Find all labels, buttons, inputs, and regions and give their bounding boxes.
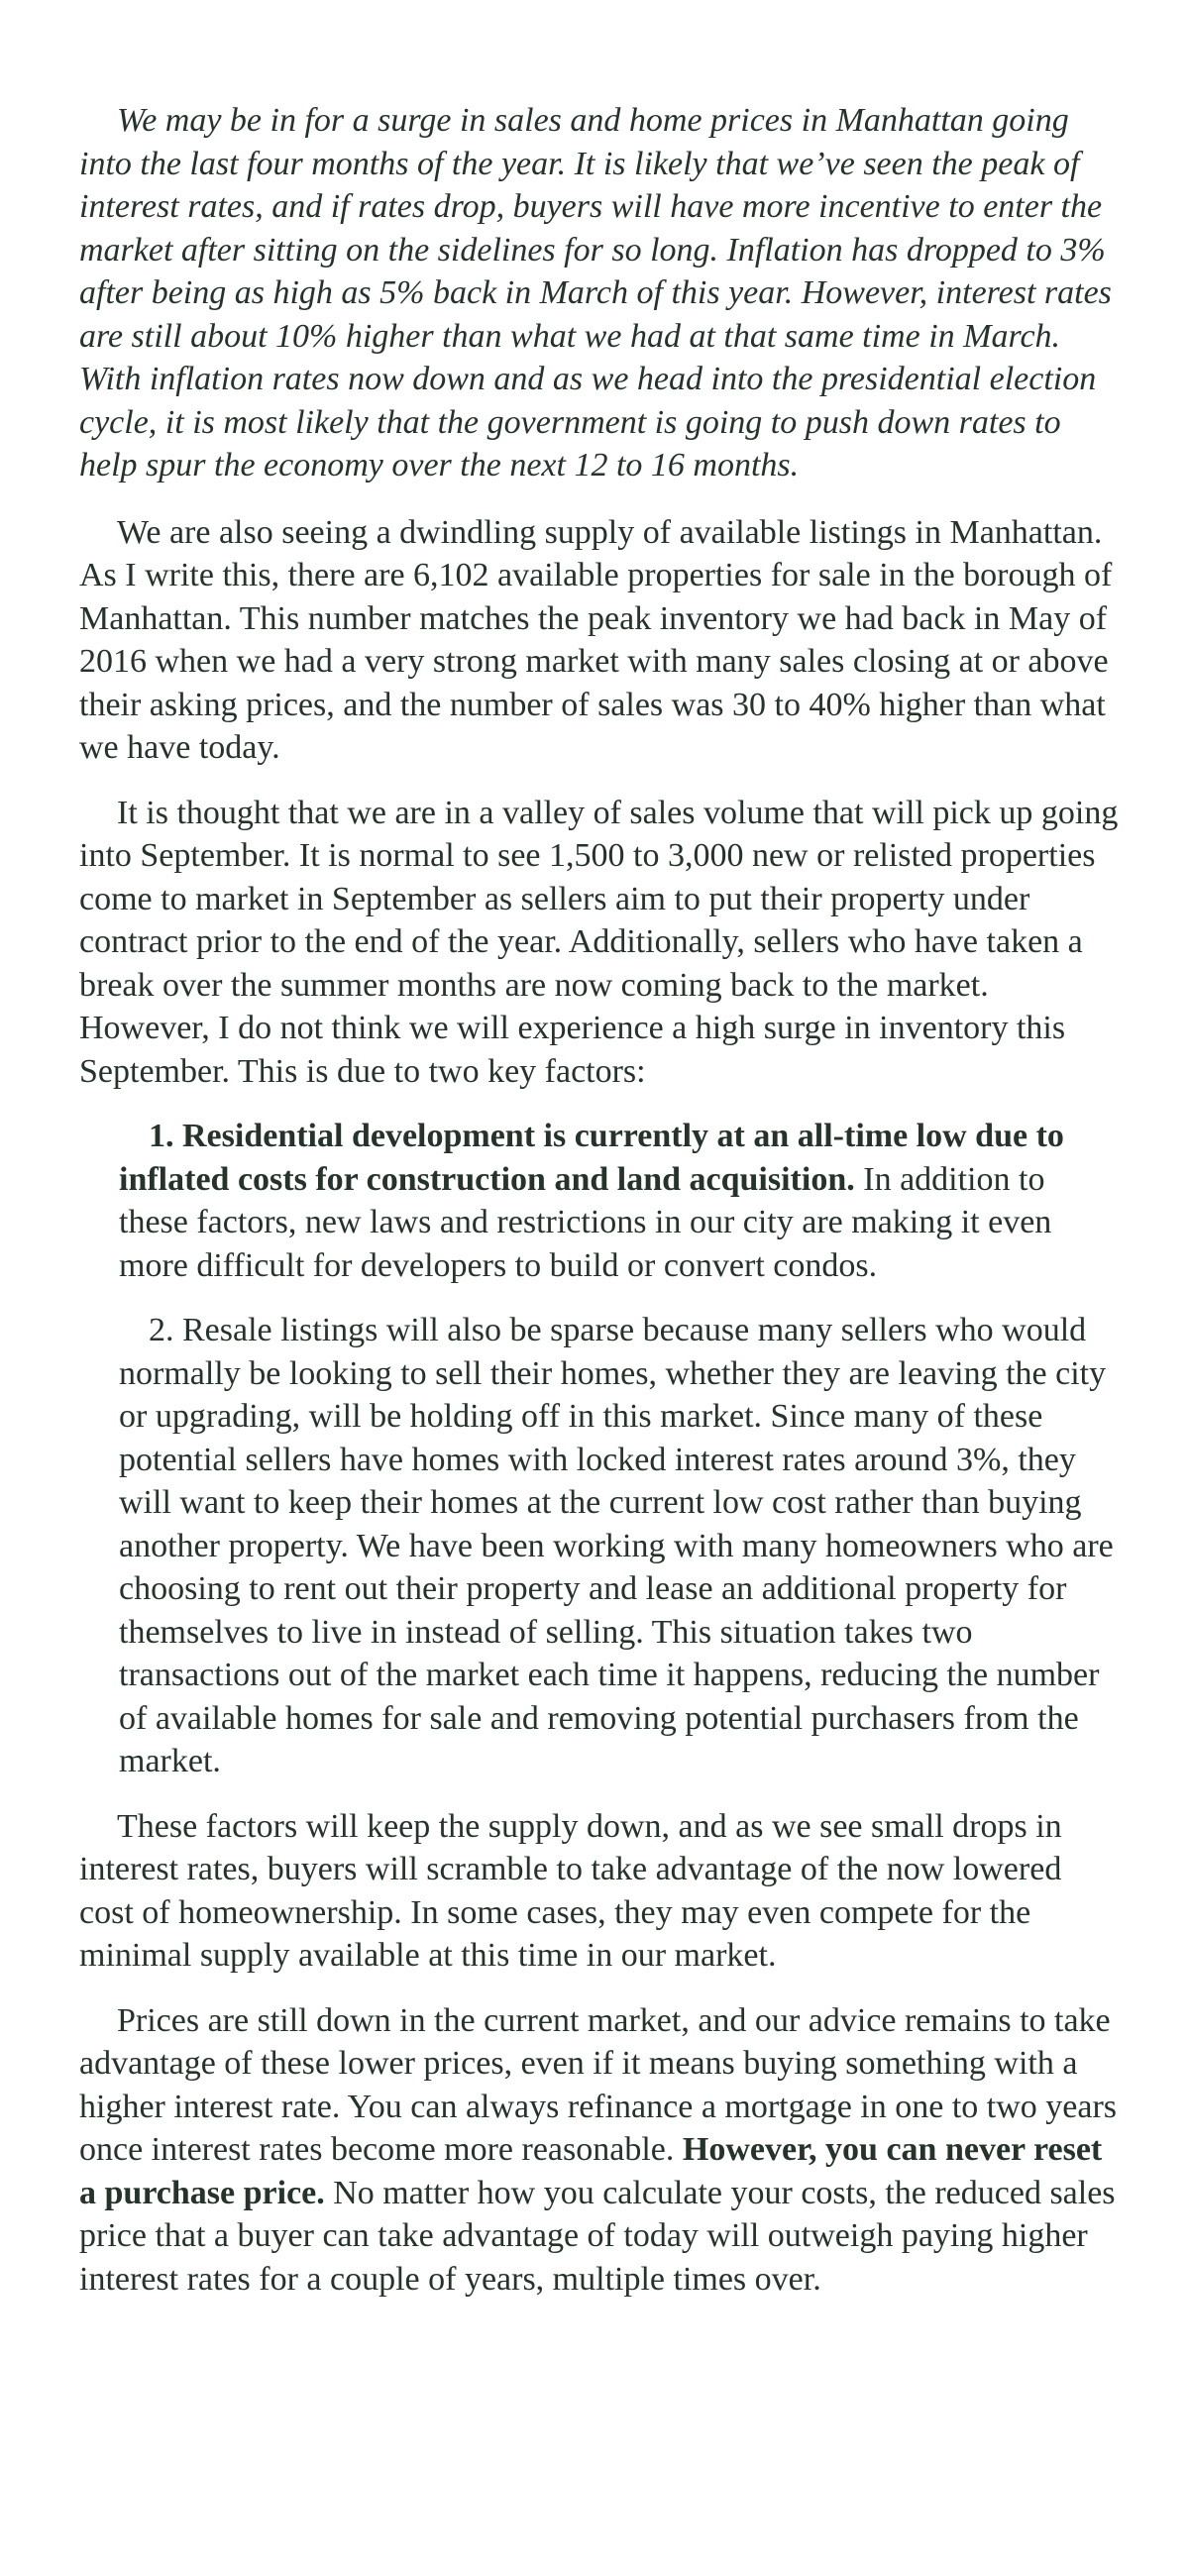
list-item-2-number: 2. xyxy=(149,1312,174,1348)
article-body xyxy=(79,99,1120,2322)
list-item-1-number: 1. xyxy=(149,1118,174,1154)
advice-text-before: Prices are still down in the current market, and our advice remains to take advantage of these lower prices, even if it means buying something with a higher interest rate. You can always refinance a mortgage in one to two years once interest rates become more reasonable. xyxy=(79,2001,1118,2168)
list-item-1-text: In addition to these factors, new laws and restrictions in our city are making it even more difficult for developers to build or convert condos. xyxy=(119,1160,1052,1284)
advice-text-after: No matter how you calculate your costs, the reduced sales price that a buyer can take advantage of today will outweigh paying higher interest rates for a couple of years, multiple times over. xyxy=(79,2174,1116,2298)
advice-bold-text: However, you can never reset a purchase price. xyxy=(79,2131,1103,2211)
list-item-1 xyxy=(119,1115,1120,1287)
factors-paragraph: These factors will keep the supply down, and as we see small drops in interest rates, buyers will scramble to take advantage of the now lowered cost of homeownership. In some cases, they may even compete for the minimal supply available at this time in our market. xyxy=(79,1807,1062,1974)
list-item-2-text: Resale listings will also be sparse because many sellers who would normally be looking to sell their homes, whether they are leaving the city or upgrading, will be holding off in this market. Since many of these potential sellers have homes with locked interest rates around 3%, they will want to keep their homes at the current low cost rather than buying another property. We have been working with many homeowners who are choosing to rent out their property and lease an additional property for themselves to live in instead of selling. This situation takes two transactions out of the market each time it happens, reducing the number of available homes for sale and removing potential purchasers from the market. xyxy=(119,1312,1114,1779)
intro-paragraph: We may be in for a surge in sales and home prices in Manhattan going into the last four months of the year. It is likely that we’ve seen the peak of interest rates, and if rates drop, buyers will have more incentive to enter the market after sitting on the sidelines for so long. Inflation has dropped to 3% after being as high as 5% back in March of this year. However, interest rates are still about 10% higher than what we had at that same time in March. With inflation rates now down and as we head into the presidential election cycle, it is most likely that the government is going to push down rates to help spur the economy over the next 12 to 16 months. xyxy=(79,102,1112,483)
supply-paragraph: We are also seeing a dwindling supply of available listings in Manhattan. As I write this, there are 6,102 available properties for sale in the borough of Manhattan. This number matches the peak inventory we had back in May of 2016 when we had a very strong market with many sales closing at or above their asking prices, and the number of sales was 30 to 40% higher than what we have today. xyxy=(79,513,1113,766)
sales-volume-paragraph: It is thought that we are in a valley of sales volume that will pick up going into September. It is normal to see 1,500 to 3,000 new or relisted properties come to market in September as sellers aim to put their property under contract prior to the end of the year. Additionally, sellers who have taken a break over the summer months are now coming back to the market. However, I do not think we will experience a high surge in inventory this September. This is due to two key factors: xyxy=(79,794,1119,1090)
list-item-2 xyxy=(119,1309,1120,1783)
list-item-1-bold-text: Residential development is currently at an all-time low due to inflated costs for construction and land acquisition. xyxy=(119,1118,1064,1198)
advice-paragraph xyxy=(79,1999,1120,2302)
